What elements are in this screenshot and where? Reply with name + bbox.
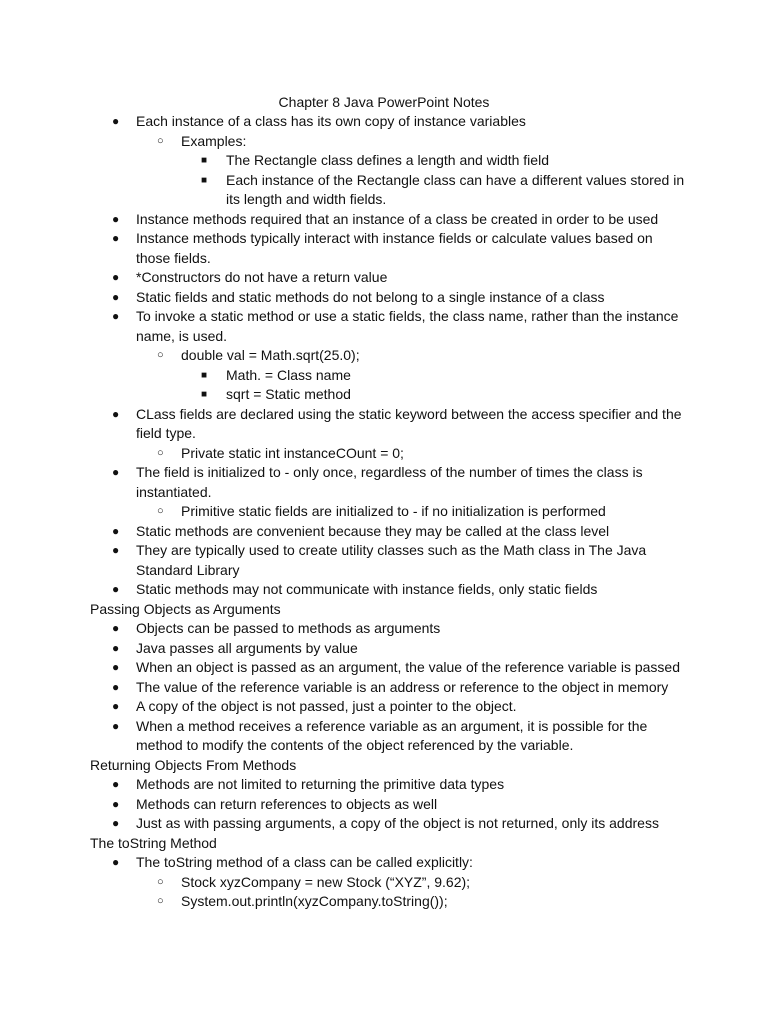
list-item — [90, 366, 690, 386]
list-item — [90, 795, 690, 815]
circle-marker-icon: ○ — [157, 895, 164, 907]
list-item — [90, 892, 690, 912]
list-item — [90, 541, 690, 580]
bullet-marker-icon: ● — [112, 718, 120, 733]
bullet-marker-icon: ● — [112, 796, 120, 811]
bullet-marker-icon: ● — [112, 582, 120, 596]
list-item — [90, 717, 690, 756]
list-item-text: The Rectangle class defines a length and width field — [226, 152, 549, 168]
list-item — [90, 171, 690, 210]
list-item — [90, 210, 690, 230]
square-marker-icon: ■ — [201, 155, 208, 166]
bullet-marker-icon: ● — [112, 211, 120, 226]
list-item-text: Instance methods typically interact with instance fields or calculate values based on those fields. — [136, 230, 653, 266]
bullet-marker-icon: ● — [112, 679, 120, 694]
list-item-text: Instance methods required that an instance of a class be created in order to be used — [136, 210, 659, 227]
list-item — [90, 639, 690, 659]
section-heading — [90, 600, 690, 620]
list-item — [90, 268, 690, 288]
bullet-marker-icon: ● — [112, 406, 120, 421]
circle-marker-icon: ○ — [157, 875, 164, 888]
list-item-text: Static fields and static methods do not belong to a single instance of a class — [136, 288, 605, 305]
list-item-text: Stock xyzCompany = new Stock (“XYZ”, 9.62); — [181, 873, 471, 890]
list-item — [90, 678, 690, 698]
section-heading-text: Passing Objects as Arguments — [90, 600, 281, 617]
bullet-marker-icon: ● — [112, 289, 120, 304]
bullet-marker-icon: ● — [112, 543, 120, 557]
circle-marker-icon: ○ — [157, 349, 164, 361]
list-item-text: Objects can be passed to methods as arguments — [136, 620, 441, 636]
list-item-text: Just as with passing arguments, a copy of the object is not returned, only its address — [136, 815, 659, 831]
list-item-text: Methods are not limited to returning the primitive data types — [136, 776, 505, 792]
list-item — [90, 522, 690, 542]
list-item-text: Static methods are convenient because they may be called at the class level — [136, 522, 610, 539]
circle-marker-icon: ○ — [157, 446, 164, 459]
circle-marker-icon: ○ — [157, 505, 164, 517]
list-item-text: sqrt = Static method — [226, 386, 351, 402]
square-marker-icon: ■ — [201, 389, 208, 400]
circle-marker-icon: ○ — [157, 134, 164, 147]
list-item-text: double val = Math.sqrt(25.0); — [181, 347, 360, 363]
list-item-text: Private static int instanceCOunt = 0; — [181, 444, 404, 461]
bullet-marker-icon: ● — [112, 114, 120, 128]
list-item — [90, 502, 690, 522]
list-item-text: Each instance of a class has its own copy of instance variables — [136, 113, 526, 129]
bullet-marker-icon: ● — [112, 309, 120, 323]
list-item — [90, 814, 690, 834]
list-item-text: The field is initialized to - only once, regardless of the number of times the class is instantiated. — [136, 464, 643, 500]
list-item-text: Static methods may not communicate with instance fields, only static fields — [136, 581, 598, 597]
list-item-text: Primitive static fields are initialized to - if no initialization is performed — [181, 503, 606, 519]
bullet-marker-icon: ● — [112, 523, 120, 538]
list-item — [90, 346, 690, 366]
list-item-text: CLass fields are declared using the static keyword between the access specifier and the field type. — [136, 405, 682, 441]
bullet-marker-icon: ● — [112, 621, 120, 635]
list-item — [90, 405, 690, 444]
list-item-text: A copy of the object is not passed, just a pointer to the object. — [136, 698, 517, 714]
list-item-text: Methods can return references to objects as well — [136, 795, 438, 812]
list-item — [90, 288, 690, 308]
list-item — [90, 307, 690, 346]
bullet-marker-icon: ● — [112, 231, 120, 245]
list-item-text: Java passes all arguments by value — [136, 639, 358, 656]
list-item — [90, 697, 690, 717]
list-item-text: Math. = Class name — [226, 366, 351, 383]
bullet-marker-icon: ● — [112, 640, 120, 655]
list-item — [90, 580, 690, 600]
bullet-marker-icon: ● — [112, 465, 120, 479]
square-marker-icon: ■ — [201, 174, 208, 186]
list-item-text: Examples: — [181, 132, 247, 149]
bullet-marker-icon: ● — [112, 816, 120, 830]
list-item — [90, 444, 690, 464]
page-title: Chapter 8 Java PowerPoint Notes — [278, 94, 490, 110]
list-item — [90, 132, 690, 152]
list-item — [90, 873, 690, 893]
section-heading-text: Returning Objects From Methods — [90, 756, 297, 773]
list-item-text: *Constructors do not have a return value — [136, 269, 388, 285]
list-item — [90, 619, 690, 639]
list-item — [90, 385, 690, 405]
list-item-text: Each instance of the Rectangle class can have a different values stored in its length and width fields. — [226, 171, 685, 207]
list-item — [90, 853, 690, 873]
list-item-text: They are typically used to create utility classes such as the Math class in The Java Standard Library — [136, 542, 647, 578]
list-item — [90, 658, 690, 678]
section-heading — [90, 756, 690, 776]
list-item-text: When a method receives a reference variable as an argument, it is possible for the method to modify the contents of the object referenced by the variable. — [136, 717, 648, 753]
list-item-text: The value of the reference variable is an address or reference to the object in memory — [136, 678, 669, 695]
list-item-text: To invoke a static method or use a static fields, the class name, rather than the instance name, is used. — [136, 308, 679, 344]
list-item — [90, 151, 690, 171]
notes-content — [90, 112, 690, 912]
list-item-text: The toString method of a class can be called explicitly: — [136, 854, 473, 870]
list-item-text: When an object is passed as an argument, the value of the reference variable is passed — [136, 659, 680, 675]
bullet-marker-icon: ● — [112, 777, 120, 791]
section-heading — [90, 834, 690, 854]
list-item-text: System.out.println(xyzCompany.toString()); — [181, 893, 448, 909]
list-item — [90, 229, 690, 268]
list-item — [90, 463, 690, 502]
section-heading-text: The toString Method — [90, 834, 217, 851]
list-item — [90, 775, 690, 795]
bullet-marker-icon: ● — [112, 855, 120, 869]
bullet-marker-icon: ● — [112, 270, 120, 284]
bullet-marker-icon: ● — [112, 699, 120, 713]
list-item — [90, 112, 690, 132]
square-marker-icon: ■ — [201, 369, 208, 381]
bullet-marker-icon: ● — [112, 660, 120, 674]
